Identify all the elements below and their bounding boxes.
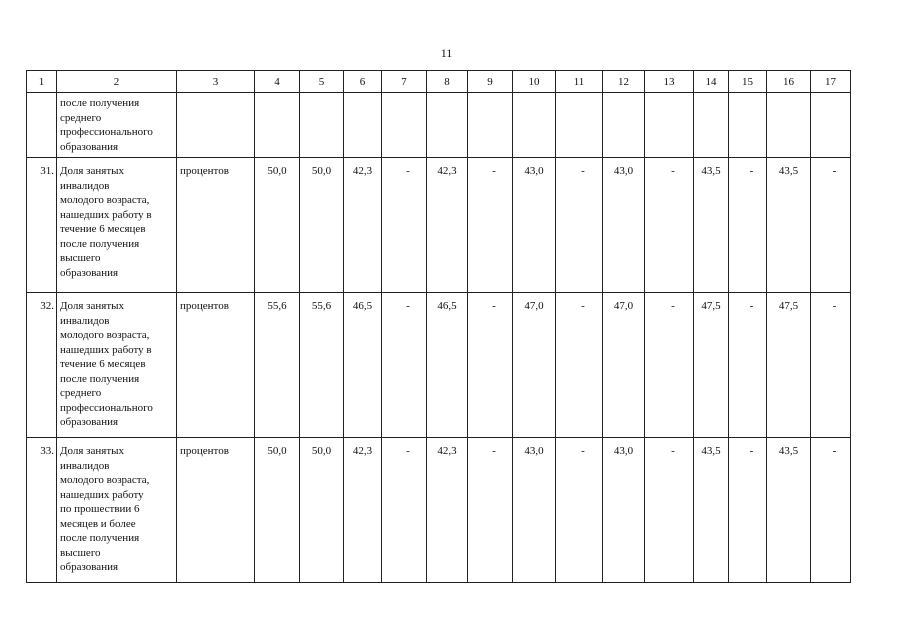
column-number-12: 12 — [603, 71, 645, 93]
dash-cell — [645, 438, 694, 583]
indicator-name-cell: Доля занятых инвалидов молодого возраста, нашедших работу в течение 6 месяцев после получения среднего профессионального образования — [57, 293, 177, 438]
value-cell: 43,5 — [767, 438, 811, 583]
value-cell: 47,0 — [603, 293, 645, 438]
row-number-cell — [27, 93, 57, 158]
page-number: 11 — [440, 46, 453, 60]
empty-cell — [468, 93, 513, 158]
empty-cell — [556, 93, 603, 158]
dash-mark: - — [406, 165, 410, 177]
value-cell: 42,3 — [344, 158, 382, 293]
value-cell: 43,0 — [603, 158, 645, 293]
dash-mark: - — [406, 445, 410, 457]
dash-mark: - — [406, 300, 410, 312]
dash-mark: - — [581, 445, 585, 457]
dash-cell — [468, 438, 513, 583]
column-number-14: 14 — [694, 71, 729, 93]
indicator-name-cell: после получения среднего профессионального образования — [57, 93, 177, 158]
dash-cell — [811, 438, 851, 583]
column-number-15: 15 — [729, 71, 767, 93]
dash-cell — [556, 438, 603, 583]
column-number-6: 6 — [344, 71, 382, 93]
dash-cell — [645, 158, 694, 293]
value-cell: 47,0 — [513, 293, 556, 438]
dash-mark: - — [832, 300, 837, 312]
value-cell: 43,5 — [694, 438, 729, 583]
dash-mark: - — [832, 165, 837, 177]
table-row — [27, 293, 851, 438]
empty-cell — [344, 93, 382, 158]
empty-cell — [177, 93, 255, 158]
unit-cell: процентов — [177, 293, 255, 438]
column-number-17: 17 — [811, 71, 851, 93]
value-cell: 55,6 — [300, 293, 344, 438]
dash-cell — [811, 293, 851, 438]
value-cell: 43,0 — [603, 438, 645, 583]
value-cell: 43,0 — [513, 158, 556, 293]
dash-cell — [468, 293, 513, 438]
dash-cell — [382, 158, 427, 293]
indicator-name-cell: Доля занятых инвалидов молодого возраста, нашедших работу по прошествии 6 месяцев и более после получения высшего образования — [57, 438, 177, 583]
empty-cell — [255, 93, 300, 158]
continuation-row — [27, 93, 851, 158]
value-cell: 55,6 — [255, 293, 300, 438]
row-number-cell: 32. — [27, 293, 57, 438]
value-cell: 46,5 — [427, 293, 468, 438]
value-cell: 50,0 — [255, 158, 300, 293]
dash-mark: - — [749, 445, 754, 457]
empty-cell — [513, 93, 556, 158]
table-row — [27, 438, 851, 583]
value-cell: 50,0 — [300, 438, 344, 583]
column-number-16: 16 — [767, 71, 811, 93]
row-number-cell: 31. — [27, 158, 57, 293]
column-number-5: 5 — [300, 71, 344, 93]
dash-cell — [556, 293, 603, 438]
dash-cell — [729, 158, 767, 293]
dash-mark: - — [671, 445, 675, 457]
dash-cell — [729, 438, 767, 583]
table-row — [27, 158, 851, 293]
empty-cell — [729, 93, 767, 158]
column-number-13: 13 — [645, 71, 694, 93]
column-number-1: 1 — [27, 71, 57, 93]
value-cell: 47,5 — [694, 293, 729, 438]
dash-cell — [645, 293, 694, 438]
empty-cell — [811, 93, 851, 158]
dash-mark: - — [581, 165, 585, 177]
column-number-11: 11 — [556, 71, 603, 93]
column-number-2: 2 — [57, 71, 177, 93]
value-cell: 43,5 — [694, 158, 729, 293]
value-cell: 43,5 — [767, 158, 811, 293]
value-cell: 50,0 — [255, 438, 300, 583]
dash-cell — [382, 438, 427, 583]
empty-cell — [603, 93, 645, 158]
dash-cell — [811, 158, 851, 293]
column-number-4: 4 — [255, 71, 300, 93]
dash-mark: - — [749, 300, 754, 312]
dash-mark: - — [671, 165, 675, 177]
value-cell: 43,0 — [513, 438, 556, 583]
unit-cell: процентов — [177, 158, 255, 293]
column-number-row — [27, 71, 851, 93]
empty-cell — [694, 93, 729, 158]
unit-cell: процентов — [177, 438, 255, 583]
column-number-9: 9 — [468, 71, 513, 93]
dash-mark: - — [492, 165, 496, 177]
column-number-7: 7 — [382, 71, 427, 93]
column-number-8: 8 — [427, 71, 468, 93]
dash-mark: - — [492, 445, 496, 457]
dash-cell — [556, 158, 603, 293]
value-cell: 46,5 — [344, 293, 382, 438]
dash-cell — [382, 293, 427, 438]
column-number-10: 10 — [513, 71, 556, 93]
row-number-cell: 33. — [27, 438, 57, 583]
value-cell: 42,3 — [427, 438, 468, 583]
empty-cell — [645, 93, 694, 158]
value-cell: 42,3 — [344, 438, 382, 583]
indicator-name-cell: Доля занятых инвалидов молодого возраста, нашедших работу в течение 6 месяцев после получения высшего образования — [57, 158, 177, 293]
dash-cell — [468, 158, 513, 293]
empty-cell — [382, 93, 427, 158]
dash-mark: - — [581, 300, 585, 312]
dash-mark: - — [832, 445, 837, 457]
empty-cell — [300, 93, 344, 158]
value-cell: 50,0 — [300, 158, 344, 293]
dash-cell — [729, 293, 767, 438]
value-cell: 47,5 — [767, 293, 811, 438]
dash-mark: - — [671, 300, 675, 312]
column-number-3: 3 — [177, 71, 255, 93]
empty-cell — [427, 93, 468, 158]
dash-mark: - — [749, 165, 754, 177]
dash-mark: - — [492, 300, 496, 312]
indicators-table — [26, 70, 851, 583]
value-cell: 42,3 — [427, 158, 468, 293]
empty-cell — [767, 93, 811, 158]
